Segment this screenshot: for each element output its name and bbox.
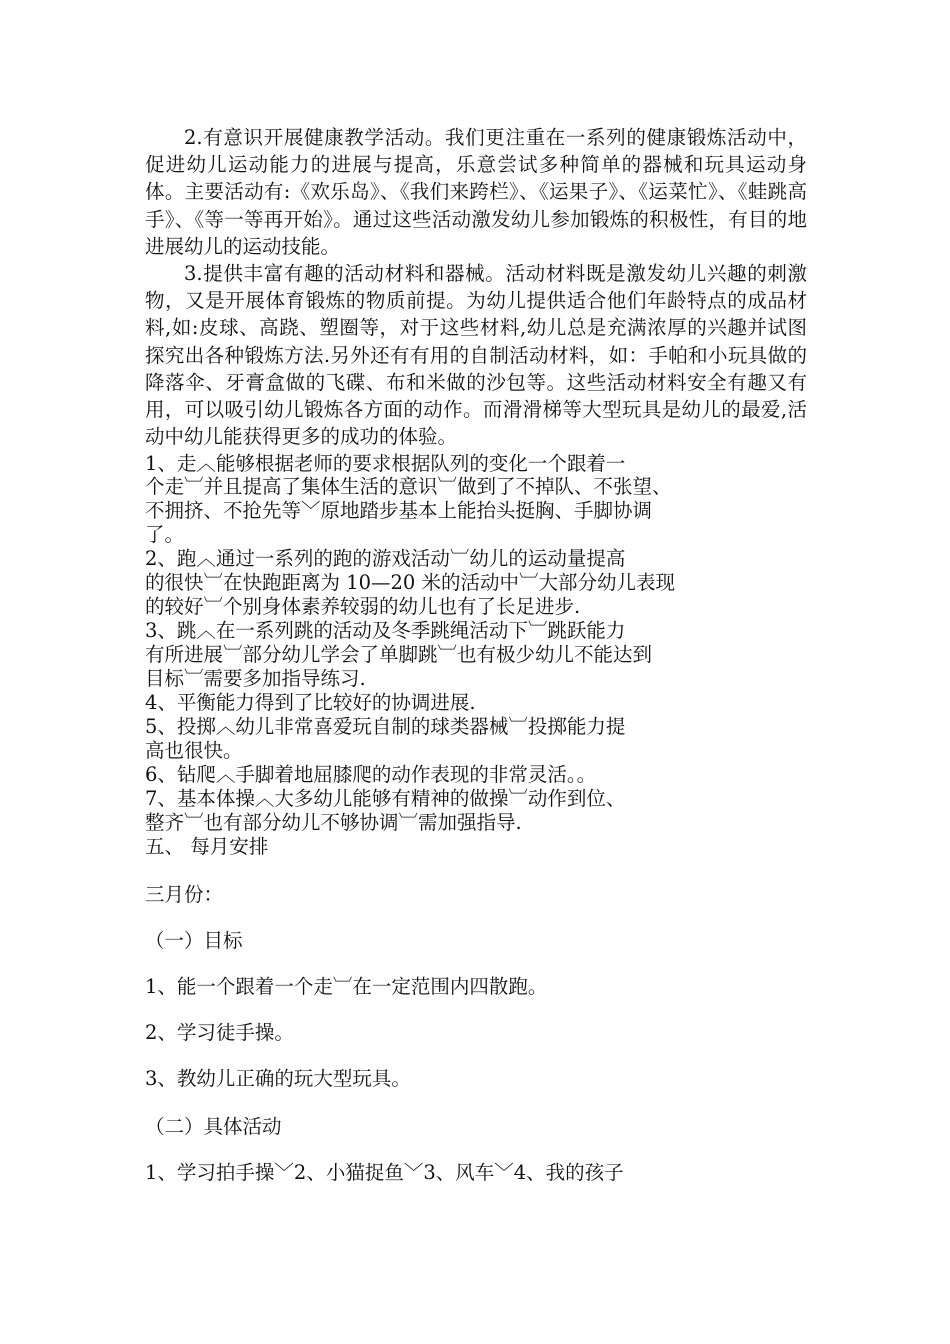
- goal-item: 2、学习徒手操。: [145, 1021, 294, 1044]
- list-item: 的较好︺个别身体素养较弱的幼儿也有了长足进步.: [145, 595, 581, 618]
- list-item: 5、投掷︿幼儿非常喜爱玩自制的球类器械︺投掷能力提: [145, 715, 626, 738]
- month-heading: 三月份：: [145, 883, 224, 906]
- list-item: 2、跑︿通过一系列的跑的游戏活动︺幼儿的运动量提高: [145, 547, 626, 570]
- activity-list: 1、学习拍手操﹀2、小猫捉鱼﹀3、风车﹀4、我的孩子: [145, 1161, 624, 1184]
- paragraph-health-activities: 2.有意识开展健康教学活动。我们更注重在一系列的健康锻炼活动中，促进幼儿运动能力的进展与提高，乐意尝试多种简单的器械和玩具运动身体。主要活动有:《欢乐岛》、《我们来跨栏》、《运果子》、《运菜忙》、《蛙跳高手》、《等一等再开始》。通过这些活动激发幼儿参加锻炼的积极性，有目的地进展幼儿的运动技能。: [145, 126, 807, 258]
- section-heading: 五、 每月安排: [145, 835, 269, 858]
- list-item: 的很快︺在快跑距离为 10—20 米的活动中︺大部分幼儿表现: [145, 571, 676, 594]
- paragraph-materials: 3.提供丰富有趣的活动材料和器械。活动材料既是激发幼儿兴趣的刺激物，又是开展体育锻炼的物质前提。为幼儿提供适合他们年龄特点的成品材料,如:皮球、高跷、塑圈等，对于这些材料,幼儿总是充满浓厚的兴趣并试图探究出各种锻炼方法.另外还有有用的自制活动材料，如：手帕和小玩具做的降落伞、牙膏盒做的飞碟、布和米做的沙包等。这些活动材料安全有趣又有用，可以吸引幼儿锻炼各方面的动作。而滑滑梯等大型玩具是幼儿的最爱,活动中幼儿能获得更多的成功的体验。: [145, 262, 807, 449]
- list-item: 了。: [145, 523, 185, 546]
- list-item: 整齐︺也有部分幼儿不够协调︺需加强指导.: [145, 811, 522, 834]
- list-item: 1、走︿能够根据老师的要求根据队列的变化一个跟着一: [145, 452, 626, 475]
- list-item: 7、基本体操︿大多幼儿能够有精神的做操︺动作到位、: [145, 787, 626, 810]
- list-item: 4、平衡能力得到了比较好的协调进展.: [145, 691, 476, 714]
- list-item: 高也很快。: [145, 739, 243, 762]
- list-item: 不拥挤、不抢先等﹀原地踏步基本上能抬头挺胸、手脚协调: [145, 499, 653, 522]
- list-item: 6、钻爬︿手脚着地屈膝爬的动作表现的非常灵活。。: [145, 763, 597, 786]
- goal-heading: （一）目标: [145, 929, 243, 952]
- list-item: 3、跳︿在一系列跳的活动及冬季跳绳活动下︺跳跃能力: [145, 619, 626, 642]
- goal-item: 3、教幼儿正确的玩大型玩具。: [145, 1067, 411, 1090]
- goal-item: 1、能一个跟着一个走︺在一定范围内四散跑。: [145, 975, 548, 998]
- list-item: 个走︺并且提高了集体生活的意识︺做到了不掉队、不张望、: [145, 475, 672, 498]
- activity-heading: （二）具体活动: [145, 1115, 282, 1138]
- list-item: 目标︺需要多加指导练习.: [145, 667, 366, 690]
- list-item: 有所进展︺部分幼儿学会了单脚跳︺也有极少幼儿不能达到: [145, 643, 653, 666]
